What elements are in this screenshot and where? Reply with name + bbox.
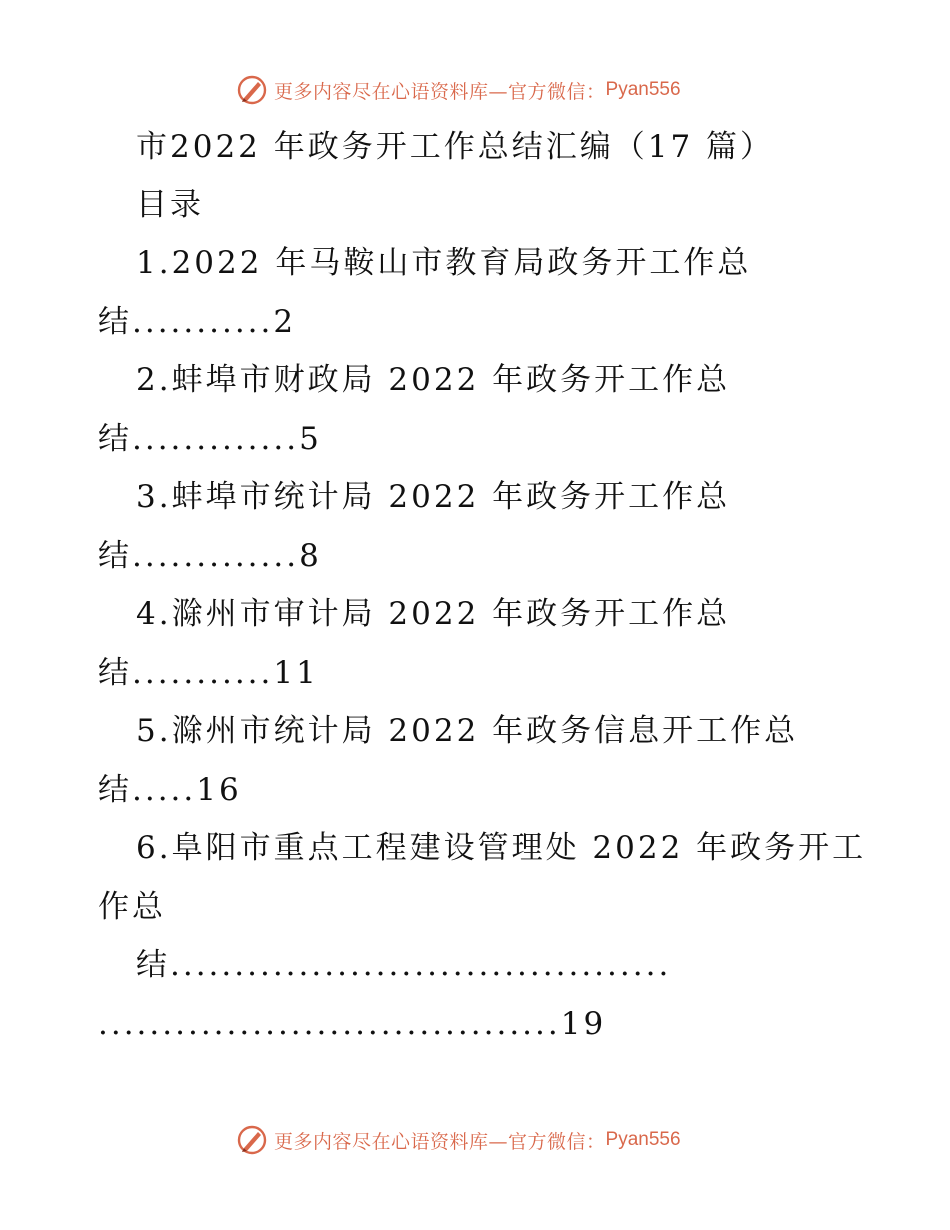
toc-heading: 目录 bbox=[136, 187, 204, 223]
watermark-header bbox=[236, 73, 681, 107]
toc-entry-line: 结...........11 bbox=[98, 655, 319, 691]
toc-entry-line: 5.滁州市统计局 2022 年政务信息开工作总 bbox=[136, 713, 799, 749]
toc-entry-line: ....................................19 bbox=[98, 1006, 607, 1042]
watermark-handle: Pyan556 bbox=[605, 79, 681, 100]
toc-entry-line: 结.............5 bbox=[98, 421, 322, 457]
toc-entry-line: 4.滁州市审计局 2022 年政务开工作总 bbox=[136, 596, 731, 632]
toc-entry-line: 3.蚌埠市统计局 2022 年政务开工作总 bbox=[136, 479, 731, 515]
pen-logo-icon bbox=[236, 1124, 268, 1156]
toc-entry-line: 作总 bbox=[98, 889, 166, 925]
toc-entry-line: 结.............8 bbox=[98, 538, 322, 574]
watermark-text: 更多内容尽在心语资料库—官方微信： bbox=[274, 1130, 606, 1153]
watermark-handle: Pyan556 bbox=[605, 1129, 681, 1150]
watermark-footer bbox=[236, 1123, 681, 1157]
toc-entry-line: 结...........2 bbox=[98, 304, 297, 340]
watermark-text: 更多内容尽在心语资料库—官方微信： bbox=[274, 80, 606, 103]
toc-entry-line: 1.2022 年马鞍山市教育局政务开工作总 bbox=[136, 245, 752, 281]
toc-entry-line: 结....................................... bbox=[136, 947, 672, 983]
document-title: 市2022 年政务开工作总结汇编（17 篇） bbox=[136, 129, 775, 165]
toc-entry-line: 6.阜阳市重点工程建设管理处 2022 年政务开工 bbox=[136, 830, 867, 866]
pen-logo-icon bbox=[236, 74, 268, 106]
toc-entry-line: 2.蚌埠市财政局 2022 年政务开工作总 bbox=[136, 362, 731, 398]
toc-entry-line: 结.....16 bbox=[98, 772, 242, 808]
